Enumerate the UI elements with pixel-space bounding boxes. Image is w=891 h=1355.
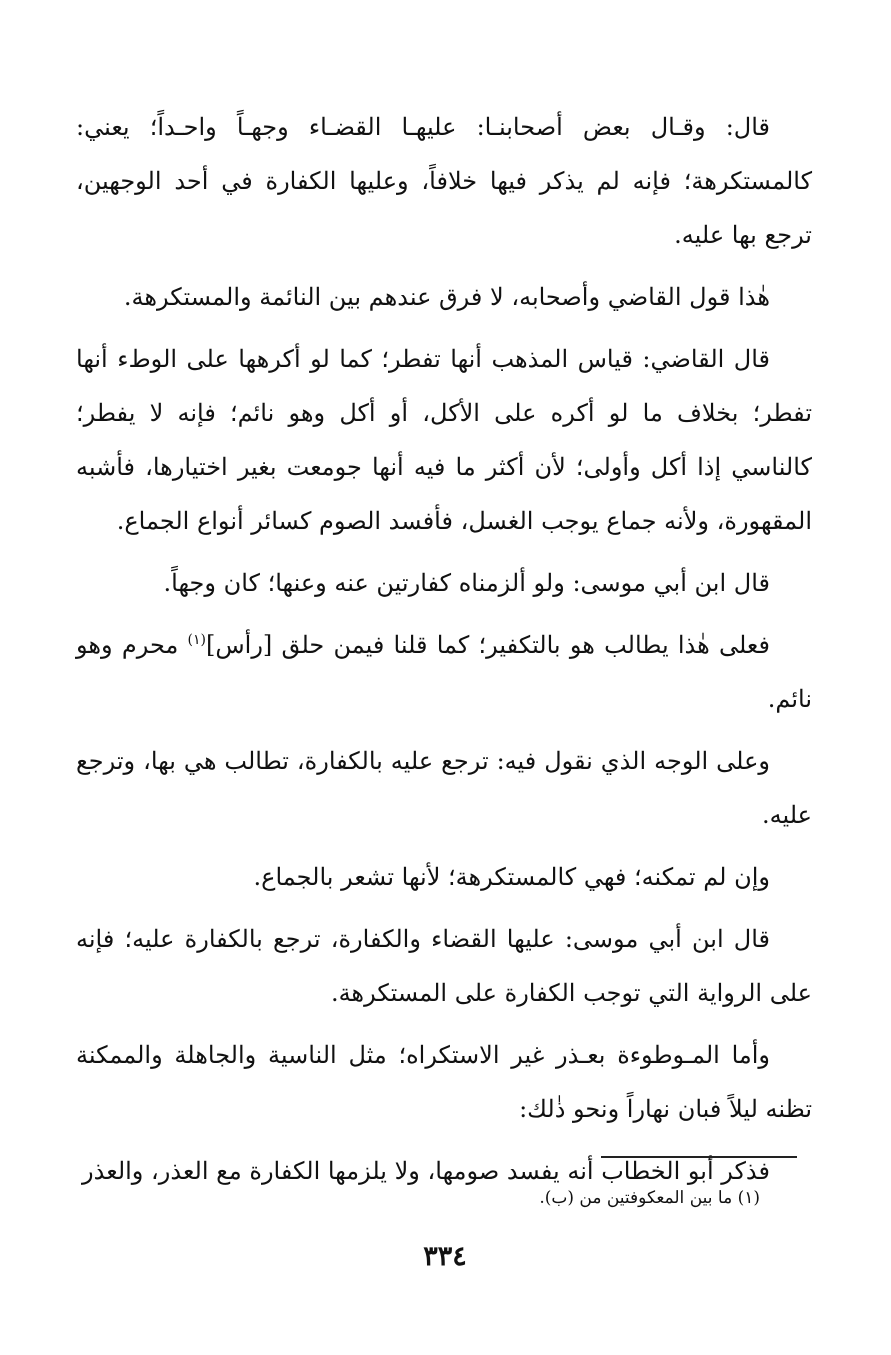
paragraph-5 [76,618,812,726]
paragraph-2: هٰذا قول القاضي وأصحابه، لا فرق عندهم بين النائمة والمستكرهة. [123,283,770,311]
paragraph-10: فذكر أبو الخطاب أنه يفسد صومها، ولا يلزمها الكفارة مع العذر، والعذر [82,1157,770,1185]
paragraph-7: وإن لم تمكنه؛ فهي كالمستكرهة؛ لأنها تشعر بالجماع. [253,863,770,891]
paragraph-1: قال: وقـال بعض أصحابنـا: عليهـا القضـاء وجهـاً واحـداً؛ يعني: كالمستكرهة؛ فإنه لم يذكر فيها خلافاً، وعليها الكفارة في أحد الوجهين، ترجع بها عليه. [76,113,812,249]
footnote-separator [601,1156,797,1158]
paragraph-5-text-after: محرم وهو نائم. [76,631,812,713]
paragraph-8: قال ابن أبي موسى: عليها القضاء والكفارة، ترجع بالكفارة عليه؛ فإنه على الرواية التي توجب الكفارة على المستكرهة. [76,925,812,1007]
page-number: ٣٣٤ [423,1241,467,1272]
paragraph-6: وعلى الوجه الذي نقول فيه: ترجع عليه بالكفارة، تطالب هي بها، وترجع عليه. [76,747,812,829]
footnote-marker: (١) [187,632,206,648]
footnote: (١) ما بين المعكوفتين من (ب). [539,1188,760,1208]
paragraph-4: قال ابن أبي موسى: ولو ألزمناه كفارتين عنه وعنها؛ كان وجهاً. [163,569,770,597]
paragraph-3: قال القاضي: قياس المذهب أنها تفطر؛ كما لو أكرهها على الوطء أنها تفطر؛ بخلاف ما لو أكره على الأكل، أو أكل وهو نائم؛ فإنه لا يفطر؛ كالناسي إذا أكل وأولى؛ لأن أكثر ما فيه أنها جومعت بغير اختيارها، فأشبه المقهورة، ولأنه جماع يوجب الغسل، فأفسد الصوم كسائر أنواع الجماع. [76,345,813,535]
paragraph-5-text-before: فعلى هٰذا يطالب هو بالتكفير؛ كما قلنا فيمن حلق [رأس] [205,631,770,659]
main-text [76,100,812,1198]
paragraph-9: وأما المـوطوءة بعـذر غير الاستكراه؛ مثل الناسية والجاهلة والممكنة تظنه ليلاً فبان نهاراً ونحو ذٰلك: [76,1041,812,1123]
